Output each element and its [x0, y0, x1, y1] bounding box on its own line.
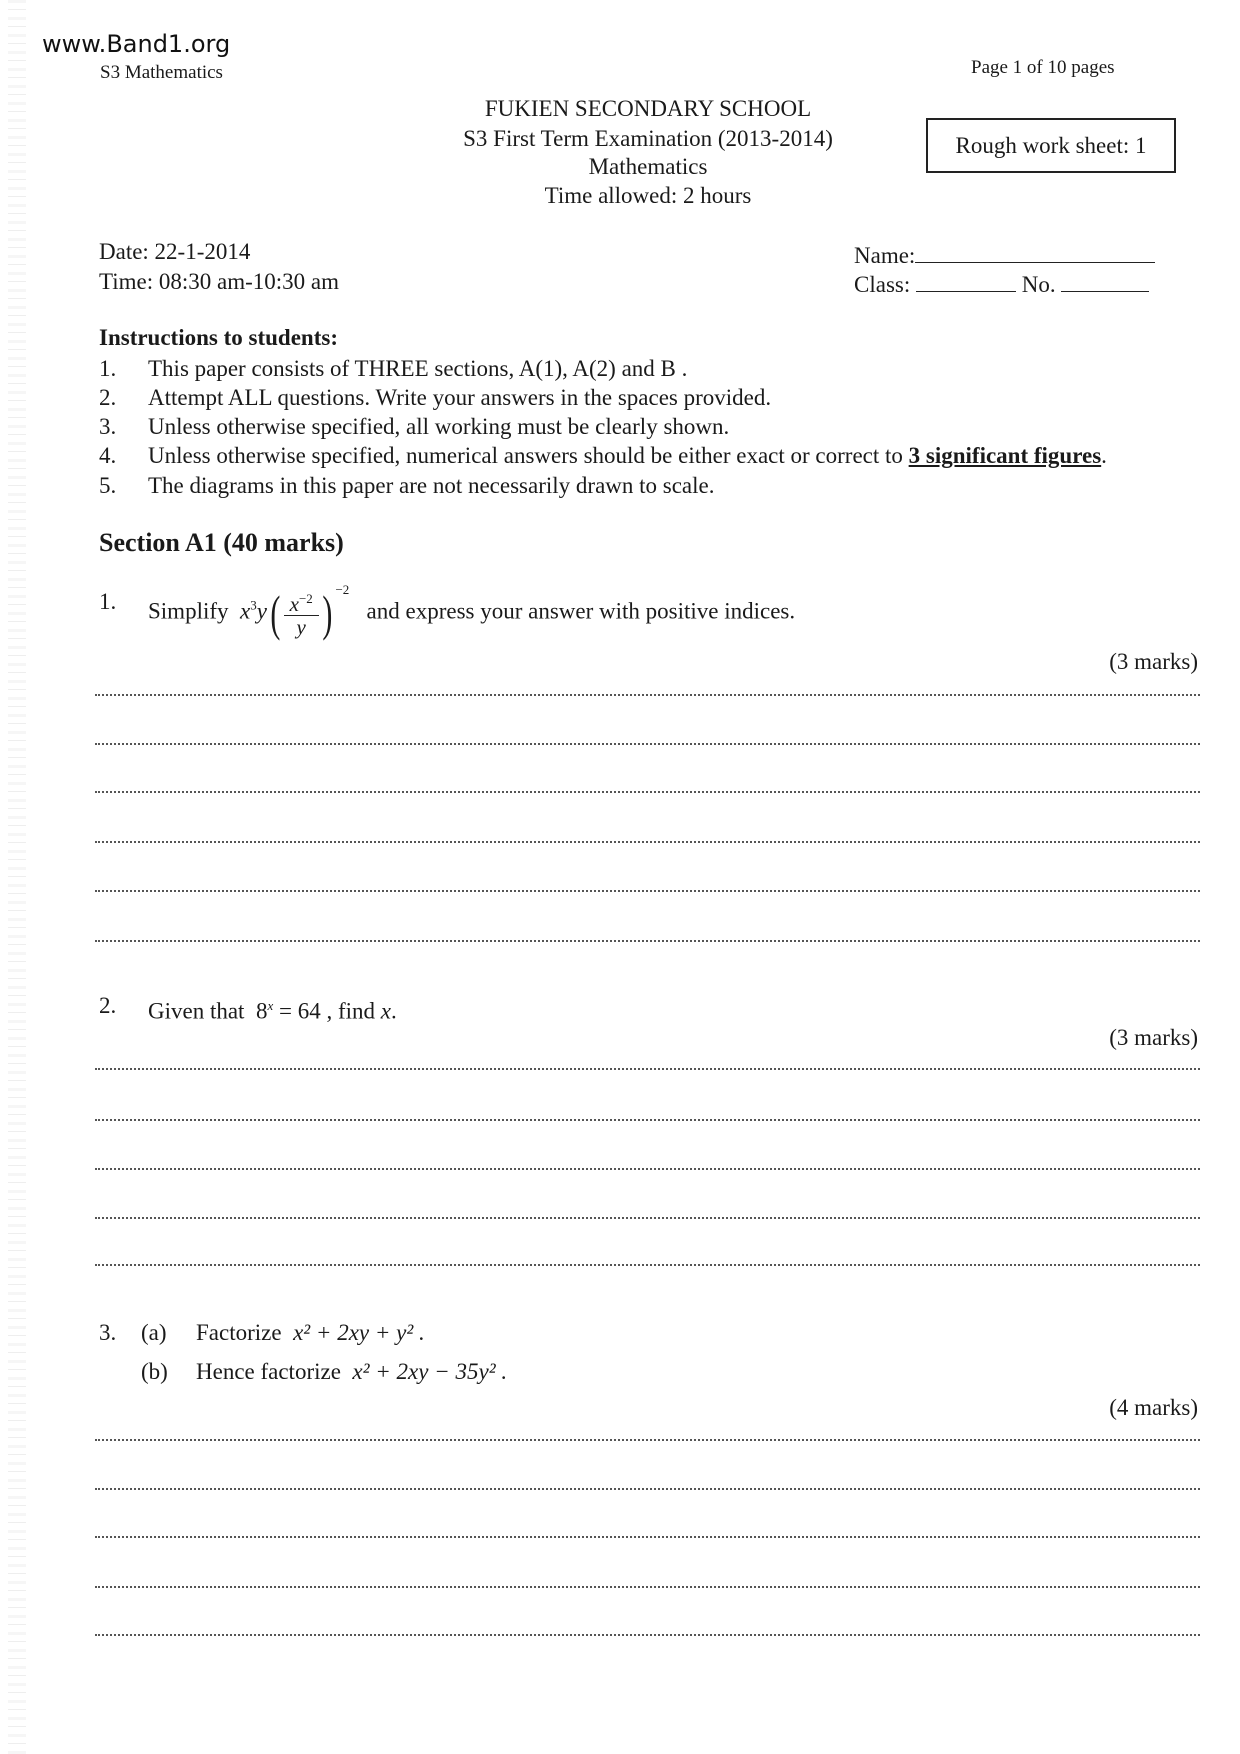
answer-line[interactable] — [95, 841, 1200, 843]
question-prefix: Given that — [148, 998, 245, 1024]
instruction-item — [99, 413, 730, 441]
answer-line[interactable] — [95, 1168, 1200, 1170]
answer-line[interactable] — [95, 1586, 1200, 1588]
scan-artifact — [8, 0, 26, 1754]
name-blank[interactable] — [915, 240, 1155, 263]
part-expression: x² + 2xy − 35y² . — [352, 1359, 508, 1384]
subject-title: Mathematics — [588, 154, 708, 179]
exam-date: Date: 22-1-2014 — [99, 239, 251, 264]
section-title: Section A1 (40 marks) — [99, 528, 344, 557]
answer-line[interactable] — [95, 1439, 1200, 1441]
instruction-text-main: Unless otherwise specified, numerical answers should be either exact or correct to — [148, 443, 909, 468]
numerator-exp: −2 — [298, 591, 313, 606]
answer-line[interactable] — [95, 1119, 1200, 1121]
question-3-marks: (4 marks) — [1109, 1395, 1198, 1420]
question-number: 3. — [99, 1320, 117, 1345]
answer-line[interactable] — [95, 743, 1200, 745]
instruction-tail: . — [1101, 443, 1107, 468]
part-text — [196, 1358, 507, 1386]
question-3a — [99, 1319, 425, 1347]
class-blank[interactable] — [916, 269, 1016, 292]
instruction-number: 3. — [99, 414, 117, 439]
expr-base: x — [240, 598, 251, 624]
part-prompt: Hence factorize — [196, 1359, 341, 1384]
part-label: (b) — [141, 1359, 168, 1384]
answer-line[interactable] — [95, 1634, 1200, 1636]
page-number: Page 1 of 10 pages — [971, 57, 1115, 78]
expr-rest: = 64 , find — [273, 998, 381, 1024]
class-field[interactable] — [854, 269, 1149, 299]
fraction-numerator: x — [289, 592, 299, 616]
instruction-emphasis: 3 significant figures — [908, 443, 1102, 468]
number-blank[interactable] — [1061, 269, 1149, 292]
time-allowed: Time allowed: 2 hours — [544, 183, 752, 208]
part-prompt: Factorize — [196, 1320, 282, 1345]
header-subject: S3 Mathematics — [100, 62, 223, 83]
expr-var: x — [380, 998, 391, 1024]
watermark: www.Band1.org — [42, 30, 231, 58]
question-prefix: Simplify — [148, 598, 229, 624]
instruction-item — [99, 355, 688, 383]
instruction-item — [99, 442, 1107, 470]
answer-line[interactable] — [95, 1217, 1200, 1219]
right-paren: ) — [322, 585, 333, 641]
instruction-number: 5. — [99, 473, 117, 498]
part-text — [196, 1319, 425, 1347]
question-2-marks: (3 marks) — [1109, 1025, 1198, 1050]
answer-line[interactable] — [95, 890, 1200, 892]
part-label: (a) — [141, 1320, 167, 1345]
instruction-item — [99, 384, 772, 412]
question-1-marks: (3 marks) — [1109, 649, 1198, 674]
left-paren: ( — [270, 585, 281, 641]
instruction-item — [99, 472, 715, 500]
instruction-text: The diagrams in this paper are not necessarily drawn to scale. — [148, 473, 715, 498]
exam-time: Time: 08:30 am-10:30 am — [99, 269, 340, 294]
instruction-text: Unless otherwise specified, all working must be clearly shown. — [148, 414, 730, 439]
no-label: No. — [1021, 272, 1056, 297]
expr-base: 8 — [255, 998, 268, 1024]
fraction-denominator: y — [296, 615, 306, 639]
answer-line[interactable] — [95, 791, 1200, 793]
question-number: 2. — [99, 993, 117, 1018]
question-text — [148, 992, 397, 1026]
name-field[interactable] — [854, 240, 1155, 270]
exam-title: S3 First Term Examination (2013-2014) — [463, 126, 833, 151]
question-text — [148, 581, 796, 641]
instruction-text: This paper consists of THREE sections, A(1), A(2) and B . — [148, 356, 688, 381]
instruction-number: 1. — [99, 356, 117, 381]
answer-line[interactable] — [95, 940, 1200, 942]
expr-exp: x — [267, 998, 274, 1013]
instruction-text — [148, 442, 1107, 470]
class-label: Class: — [854, 272, 911, 297]
answer-line[interactable] — [95, 1488, 1200, 1490]
answer-line[interactable] — [95, 1264, 1200, 1266]
answer-line[interactable] — [95, 694, 1200, 696]
instruction-number: 2. — [99, 385, 117, 410]
question-suffix: and express your answer with positive indices. — [366, 598, 796, 624]
instruction-number: 4. — [99, 443, 117, 468]
answer-line[interactable] — [95, 1536, 1200, 1538]
school-name: FUKIEN SECONDARY SCHOOL — [484, 96, 812, 121]
part-expression: x² + 2xy + y² . — [293, 1320, 425, 1345]
question-number: 1. — [99, 589, 117, 614]
expr-base-exp: 3 — [250, 597, 257, 613]
instruction-text: Attempt ALL questions. Write your answers in the spaces provided. — [148, 385, 772, 410]
outer-exp: −2 — [335, 581, 350, 597]
question-1 — [99, 581, 796, 641]
instructions-heading: Instructions to students: — [99, 325, 338, 350]
rough-work-box: Rough work sheet: 1 — [926, 118, 1176, 173]
expr-tail: . — [390, 998, 397, 1024]
answer-line[interactable] — [95, 1068, 1200, 1070]
fraction — [284, 588, 319, 638]
question-2 — [99, 992, 397, 1024]
name-label: Name: — [854, 243, 916, 268]
expr-y: y — [256, 598, 267, 624]
